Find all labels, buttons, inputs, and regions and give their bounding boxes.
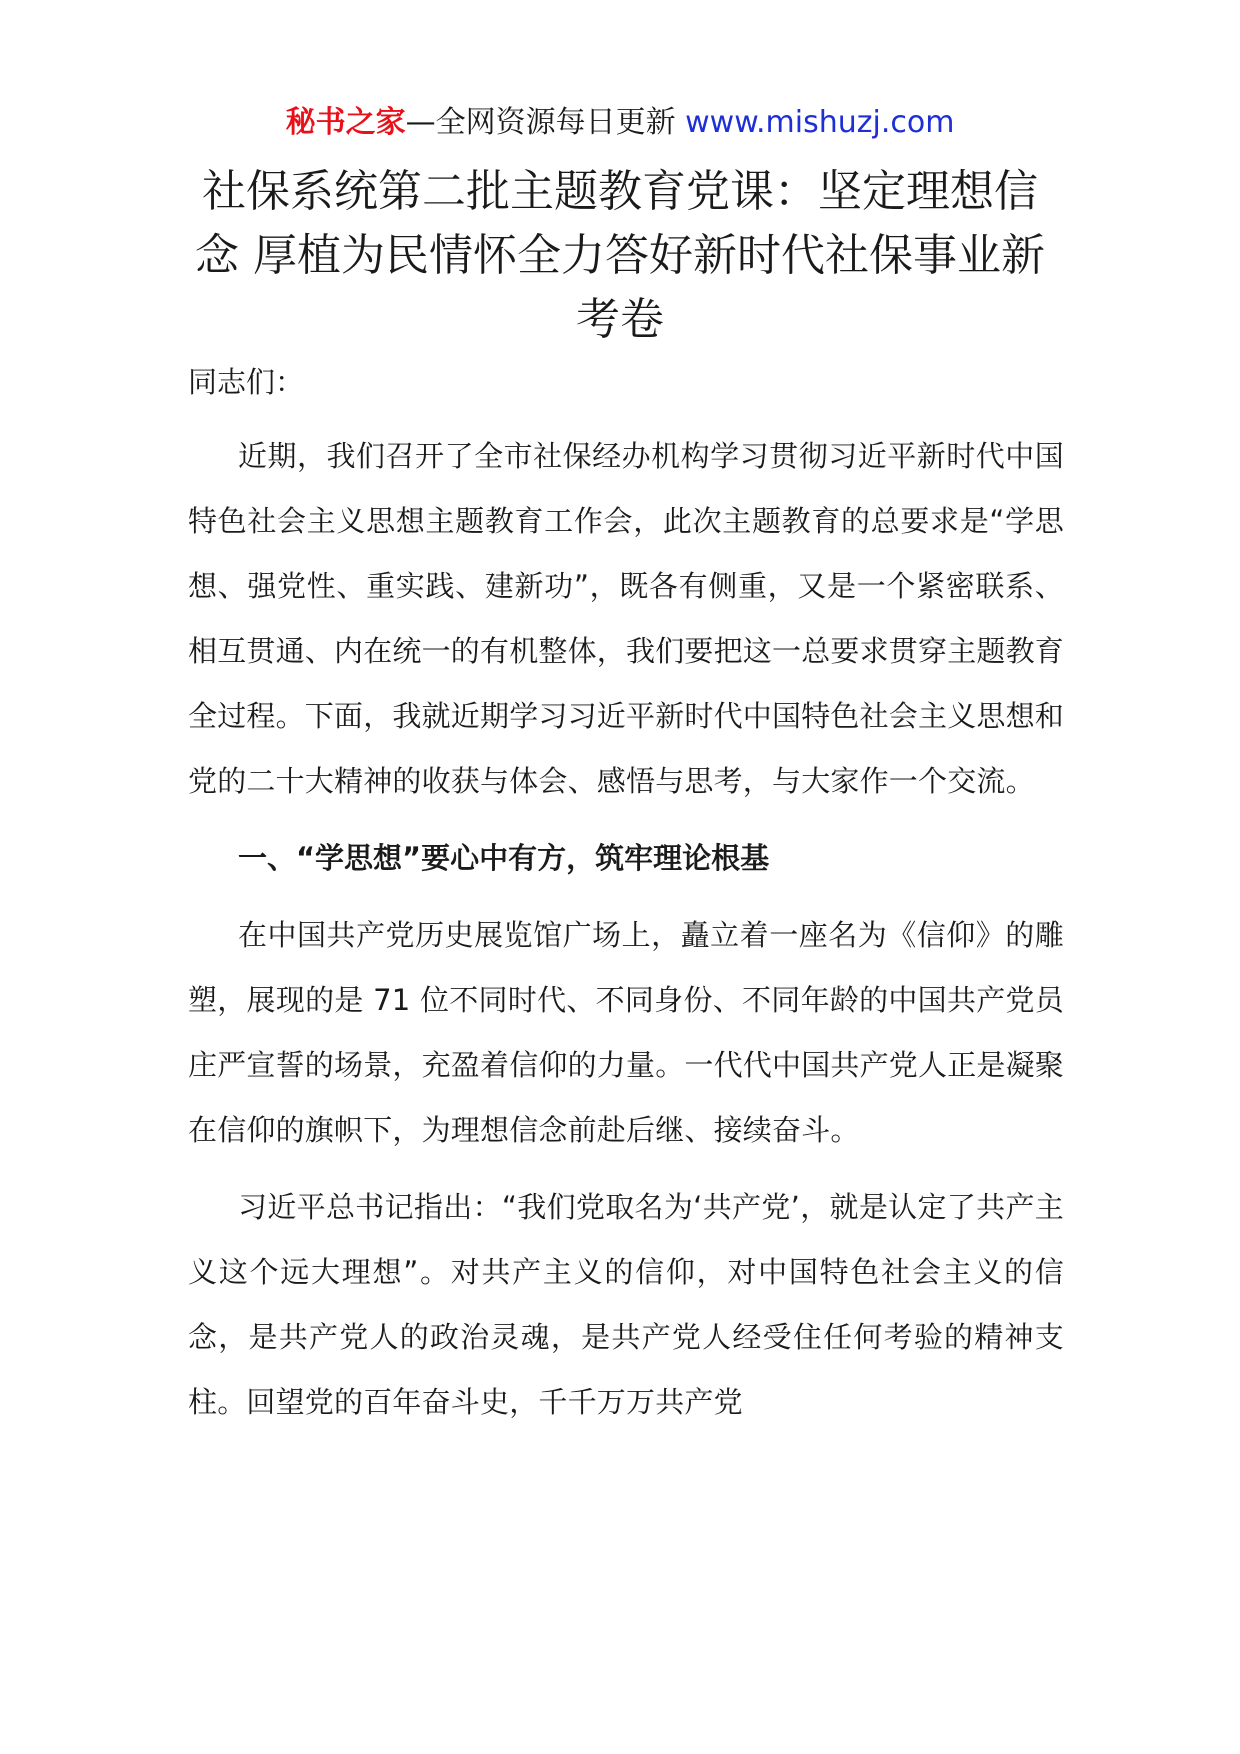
document-title: 社保系统第二批主题教育党课：坚定理想信念 厚植为民情怀全力答好新时代社保事业新考卷 bbox=[195, 166, 1045, 345]
document-body bbox=[188, 362, 1064, 1447]
greeting: 同志们： bbox=[188, 365, 305, 399]
header-tagline: —全网资源每日更新 bbox=[405, 105, 676, 140]
section-heading: 一、“学思想”要心中有方，筑牢理论根基 bbox=[238, 841, 770, 875]
site-url-link[interactable]: www.mishuzj.com bbox=[685, 105, 955, 140]
site-header bbox=[0, 100, 1240, 146]
brand-name: 秘书之家 bbox=[285, 105, 406, 140]
section-paragraph: 习近平总书记指出：“我们党取名为‘共产党’，就是认定了共产主义这个远大理想”。对共产主义的信仰，对中国特色社会主义的信念，是共产党人的政治灵魂，是共产党人经受住任何考验的精神支柱。回望党的百年奋斗史，千千万万共产党 bbox=[188, 1190, 1064, 1419]
section-paragraph: 在中国共产党历史展览馆广场上，矗立着一座名为《信仰》的雕塑，展现的是 71 位不同时代、不同身份、不同年龄的中国共产党员庄严宣誓的场景，充盈着信仰的力量。一代代中国共产党人正是凝聚在信仰的旗帜下，为理想信念前赴后继、接续奋斗。 bbox=[188, 918, 1065, 1147]
intro-paragraph: 近期，我们召开了全市社保经办机构学习贯彻习近平新时代中国特色社会主义思想主题教育工作会，此次主题教育的总要求是“学思想、强党性、重实践、建新功”，既各有侧重，又是一个紧密联系、相互贯通、内在统一的有机整体，我们要把这一总要求贯穿主题教育全过程。下面，我就近期学习习近平新时代中国特色社会主义思想和党的二十大精神的收获与体会、感悟与思考，与大家作一个交流。 bbox=[188, 439, 1065, 798]
